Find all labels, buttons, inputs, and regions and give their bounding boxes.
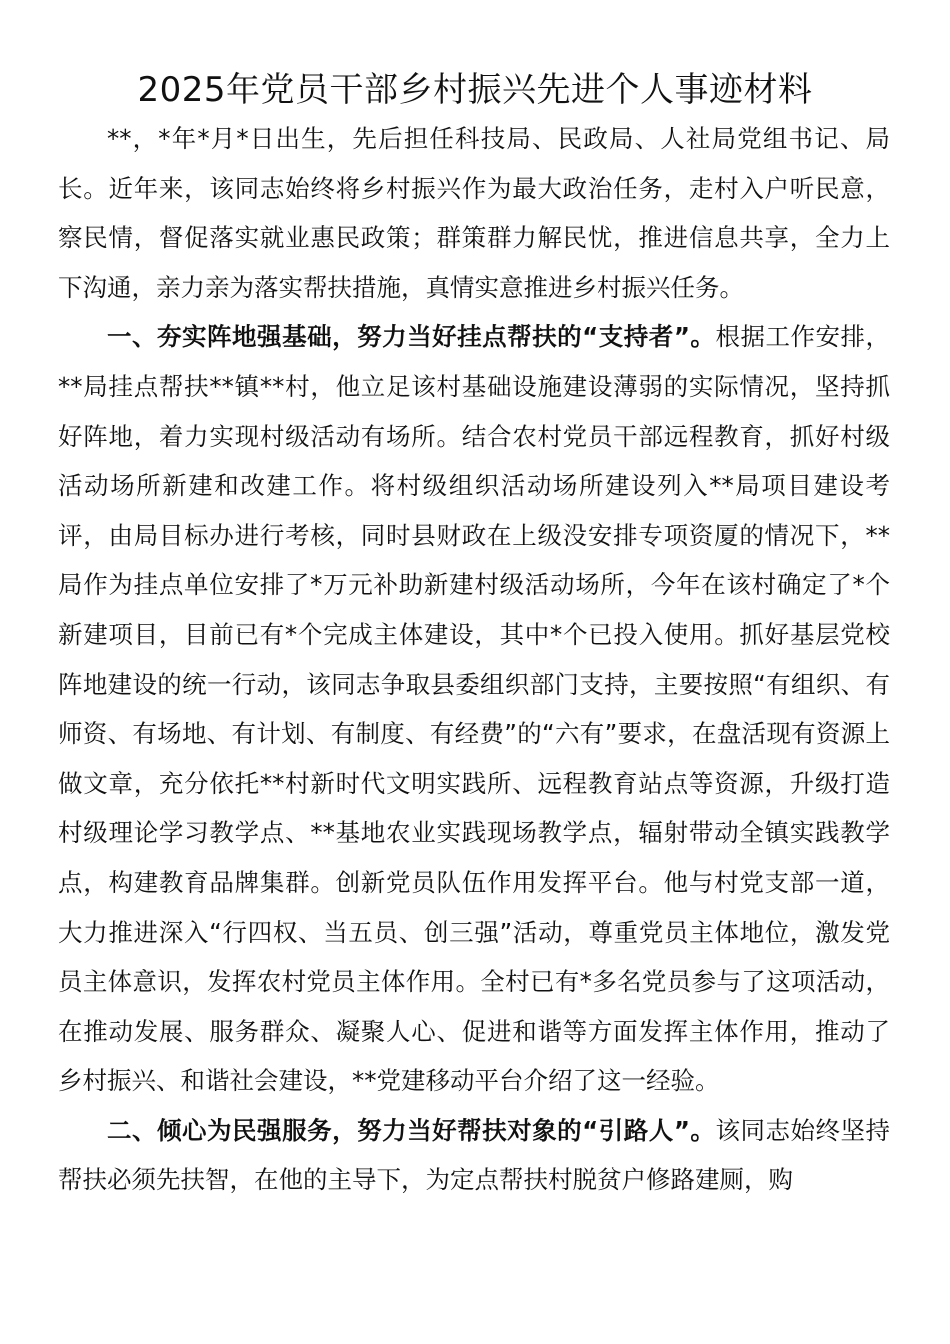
document-body: [58, 114, 890, 1205]
paragraph-section-one: [58, 312, 890, 1106]
document-title: 2025年党员干部乡村振兴先进个人事迹材料: [137, 70, 813, 110]
section-one-text: 根据工作安排，**局挂点帮扶**镇**村，他立足该村基础设施建设薄弱的实际情况，坚持抓好阵地，着力实现村级活动有场所。结合农村党员干部远程教育，抓好村级活动场所新建和改建工作。将村级组织活动场所建设列入**局项目建设考评，由局目标办进行考核，同时县财政在上级没安排专项资厦的情况下，**局作为挂点单位安排了*万元补助新建村级活动场所，今年在该村确定了*个新建项目，目前已有*个完成主体建设，其中*个已投入使用。抓好基层党校阵地建设的统一行动，该同志争取县委组织部门支持，主要按照“有组织、有师资、有场地、有计划、有制度、有经费”的“六有”要求，在盘活现有资源上做文章，充分依托**村新时代文明实践所、远程教育站点等资源，升级打造村级理论学习教学点、**基地农业实践现场教学点，辐射带动全镇实践教学点，构建教育品牌集群。创新党员队伍作用发挥平台。他与村党支部一道，大力推进深入“行四权、当五员、创三强”活动，尊重党员主体地位，激发党员主体意识，发挥农村党员主体作用。全村已有*多名党员参与了这项活动，在推动发展、服务群众、凝聚人心、促进和谐等方面发挥主体作用，推动了乡村振兴、和谐社会建设，**党建移动平台介绍了这一经验。: [58, 322, 891, 1096]
paragraph-intro-text: **，*年*月*日出生，先后担任科技局、民政局、人社局党组书记、局长。近年来，该同志始终将乡村振兴作为最大政治任务，走村入户听民意，察民情，督促落实就业惠民政策；群策群力解民忧，推进信息共享，全力上下沟通，亲力亲为落实帮扶措施，真情实意推进乡村振兴任务。: [58, 124, 890, 302]
paragraph-section-two: [58, 1106, 890, 1205]
section-two-text: 该同志始终坚持帮扶必须先扶智，在他的主导下，为定点帮扶村脱贫户修路建厕，购: [58, 1115, 891, 1195]
section-one-heading: 一、夯实阵地强基础，努力当好挂点帮扶的“支持者”。: [107, 322, 716, 352]
paragraph-intro: [58, 114, 890, 312]
section-two-heading: 二、倾心为民强服务，努力当好帮扶对象的“引路人”。: [107, 1115, 716, 1145]
